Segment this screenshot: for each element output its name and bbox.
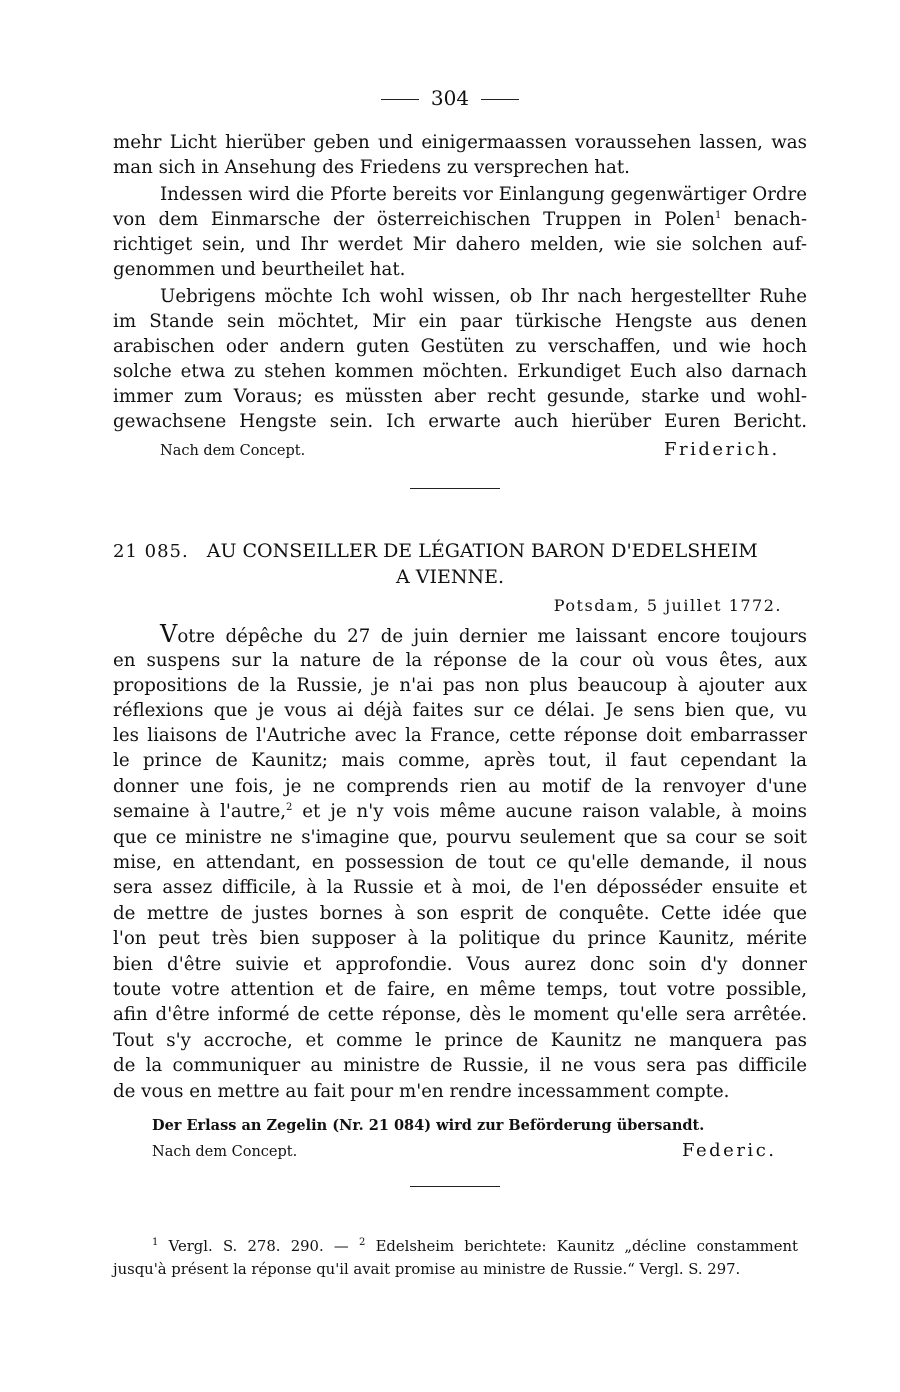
footnote-ref: 1 (714, 209, 722, 221)
body-line: le prince de Kaunitz; mais comme, après tout, il faut cependant la (113, 750, 807, 771)
body-line: mise, en attendant, en possession de tout ce qu'elle demande, il nous (113, 852, 807, 873)
body-line: richtiget sein, und Ihr werdet Mir dahero melden, wie sie solchen auf- (113, 234, 807, 255)
body-line: arabischen oder andern guten Gestüten zu verschaffen, und wie hoch (113, 336, 807, 357)
source-note: Nach dem Concept. (160, 443, 306, 459)
body-line: semaine à l'autre,$^2$ et je n'y vois même aucune raison valable, à moins (113, 801, 807, 822)
body-line: Tout s'y accroche, et comme le prince de Kaunitz ne manquera pas (113, 1030, 807, 1051)
footnote-divider (410, 1186, 500, 1187)
editor-note: Der Erlass an Zegelin (Nr. 21 084) wird zur Beförderung übersandt. (152, 1117, 705, 1134)
footnote-line: $^1$ Vergl. S. 278. 290. — $^2$ Edelsheim berichtete: Kaunitz „décline constamment (152, 1237, 798, 1255)
body-line: que ce ministre ne s'imagine que, pourvu seulement que sa cour se soit (113, 827, 807, 848)
body-line: Votre dépêche du 27 de juin dernier me laissant encore toujours (160, 620, 807, 648)
body-line: en suspens sur la nature de la réponse de la cour où vous êtes, aux (113, 650, 807, 671)
section-divider (410, 488, 500, 489)
body-line: gewachsene Hengste sein. Ich erwarte auch hierüber Euren Bericht. (113, 411, 807, 432)
dateline (554, 596, 782, 615)
body-line: afin d'être informé de cette réponse, dès le moment qu'elle sera arrêtée. (113, 1004, 807, 1025)
footnote-line: jusqu'à présent la réponse qu'il avait promise au ministre de Russie.“ Vergl. S. 297. (113, 1261, 741, 1278)
body-line: réflexions que je vous ai déjà faites sur ce délai. Je sens bien que, vu (113, 700, 807, 721)
letter-title-line2: A VIENNE. (395, 566, 505, 588)
body-line: propositions de la Russie, je n'ai pas non plus beaucoup à ajouter aux (113, 675, 807, 696)
body-line: Uebrigens möchte Ich wohl wissen, ob Ihr nach hergestellter Ruhe (160, 286, 807, 307)
signature: Friderich. (664, 439, 780, 460)
initial-letter: V (160, 620, 178, 648)
footnote-ref: 2 (286, 801, 293, 813)
body-line: les liaisons de l'Autriche avec la France, cette réponse doit embarrasser (113, 725, 807, 746)
letter-heading (113, 540, 807, 562)
body-line: bien d'être suivie et approfondie. Vous aurez donc soin d'y donner (113, 954, 807, 975)
body-line: immer zum Voraus; es müssten aber recht gesunde, starke und wohl- (113, 386, 807, 407)
body-line: solche etwa zu stehen kommen möchten. Erkundiget Euch also darnach (113, 361, 807, 382)
body-line: mehr Licht hierüber geben und einigermaassen voraussehen lassen, was (113, 132, 807, 153)
header-dash-right (481, 99, 519, 100)
body-line: toute votre attention et de faire, en même temps, tout votre possible, (113, 979, 807, 1000)
body-line: sera assez difficile, à la Russie et à moi, de l'en déposséder ensuite et (113, 877, 807, 898)
header-dash-left (381, 99, 419, 100)
letter-number: 21 085. (113, 541, 189, 562)
body-line: man sich in Ansehung des Friedens zu versprechen hat. (113, 157, 630, 178)
body-line: von dem Einmarsche der österreichischen Truppen in Polen$^1$ benach- (113, 209, 807, 230)
signature: Federic. (682, 1140, 777, 1161)
letter-title-line1: AU CONSEILLER DE LÉGATION BARON D'EDELSHEIM (206, 540, 758, 562)
body-line: im Stande sein möchtet, Mir ein paar türkische Hengste aus denen (113, 311, 807, 332)
date: 5 juillet 1772. (646, 596, 782, 615)
body-line: genommen und beurtheilet hat. (113, 259, 406, 280)
place: Potsdam, (553, 596, 641, 615)
body-line: donner une fois, je ne comprends rien au motif de la renvoyer d'une (113, 776, 807, 797)
body-line: de la communiquer au ministre de Russie, il ne vous sera pas difficile (113, 1055, 807, 1076)
body-line: de vous en mettre au fait pour m'en rendre incessamment compte. (113, 1081, 730, 1102)
page-number-header (0, 86, 900, 110)
page-number: 304 (430, 86, 470, 110)
body-line: l'on peut très bien supposer à la politique du prince Kaunitz, mérite (113, 928, 807, 949)
body-line: Indessen wird die Pforte bereits vor Einlangung gegenwärtiger Ordre (160, 184, 807, 205)
body-line: de mettre de justes bornes à son esprit de conquête. Cette idée que (113, 903, 807, 924)
source-note: Nach dem Concept. (152, 1144, 298, 1160)
